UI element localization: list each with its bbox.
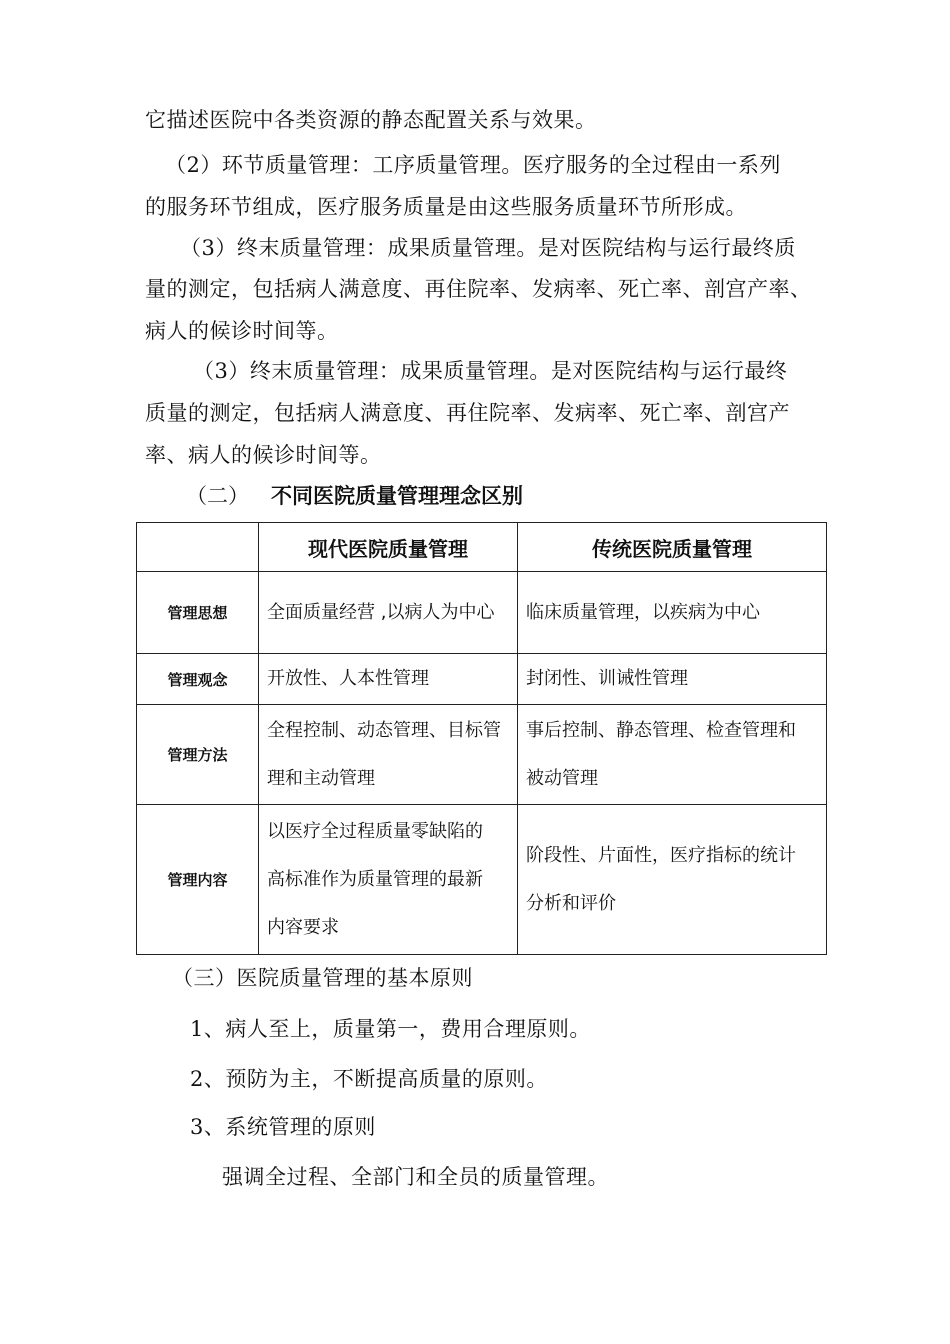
paragraph-line: 率、病人的候诊时间等。 bbox=[145, 443, 382, 467]
modern-cell bbox=[259, 654, 518, 705]
paragraph-line: 病人的候诊时间等。 bbox=[145, 319, 339, 343]
modern-cell bbox=[259, 705, 518, 805]
cell-line: 全程控制、动态管理、目标管 bbox=[267, 719, 501, 741]
row-label: 管理思想 bbox=[137, 572, 259, 654]
table-row bbox=[137, 572, 827, 654]
paragraph-line: 质量的测定，包括病人满意度、再住院率、发病率、死亡率、剖宫产 bbox=[145, 401, 790, 425]
principle-item: 3、系统管理的原则 bbox=[190, 1115, 376, 1139]
cell-line: 分析和评价 bbox=[526, 892, 616, 914]
table-header-row bbox=[137, 523, 827, 572]
principle-note: 强调全过程、全部门和全员的质量管理。 bbox=[222, 1165, 609, 1189]
modern-cell bbox=[259, 572, 518, 654]
section-three-heading: （三）医院质量管理的基本原则 bbox=[172, 966, 473, 990]
header-cell-traditional: 传统医院质量管理 bbox=[518, 523, 827, 572]
traditional-cell bbox=[518, 654, 827, 705]
table-row bbox=[137, 654, 827, 705]
modern-cell bbox=[259, 805, 518, 955]
section-number: （二） bbox=[186, 484, 249, 508]
section-title: 不同医院质量管理理念区别 bbox=[271, 484, 523, 508]
cell-line: 被动管理 bbox=[526, 767, 598, 789]
section-two-heading bbox=[186, 482, 523, 510]
row-label: 管理方法 bbox=[137, 705, 259, 805]
traditional-cell bbox=[518, 572, 827, 654]
cell-line: 全面质量经营 ,以病人为中心 bbox=[267, 601, 495, 623]
paragraph-line: （3）终末质量管理：成果质量管理。是对医院结构与运行最终质 bbox=[180, 236, 796, 260]
paragraph-line: 的服务环节组成，医疗服务质量是由这些服务质量环节所形成。 bbox=[145, 195, 747, 219]
row-label: 管理内容 bbox=[137, 805, 259, 955]
table-row bbox=[137, 805, 827, 955]
paragraph-line: （3）终末质量管理：成果质量管理。是对医院结构与运行最终 bbox=[193, 359, 788, 383]
header-cell-modern: 现代医院质量管理 bbox=[259, 523, 518, 572]
comparison-table bbox=[136, 522, 827, 955]
paragraph-line: （2）环节质量管理：工序质量管理。医疗服务的全过程由一系列 bbox=[165, 153, 781, 177]
principle-item: 1、病人至上，质量第一，费用合理原则。 bbox=[190, 1017, 591, 1041]
cell-line: 阶段性、片面性，医疗指标的统计 bbox=[526, 844, 796, 866]
cell-line: 高标准作为质量管理的最新 bbox=[267, 868, 483, 890]
traditional-cell bbox=[518, 705, 827, 805]
cell-line: 事后控制、静态管理、检查管理和 bbox=[526, 719, 796, 741]
header-cell-blank bbox=[137, 523, 259, 572]
paragraph-line: 量的测定，包括病人满意度、再住院率、发病率、死亡率、剖宫产率、 bbox=[145, 277, 812, 301]
principle-item: 2、预防为主，不断提高质量的原则。 bbox=[190, 1067, 548, 1091]
paragraph-line: 它描述医院中各类资源的静态配置关系与效果。 bbox=[145, 108, 597, 132]
row-label: 管理观念 bbox=[137, 654, 259, 705]
cell-line: 理和主动管理 bbox=[267, 767, 375, 789]
cell-line: 封闭性、训诫性管理 bbox=[526, 668, 688, 689]
traditional-cell bbox=[518, 805, 827, 955]
table-row bbox=[137, 705, 827, 805]
cell-line: 临床质量管理，以疾病为中心 bbox=[526, 601, 760, 623]
cell-line: 开放性、人本性管理 bbox=[267, 668, 429, 689]
cell-line: 以医疗全过程质量零缺陷的 bbox=[267, 820, 483, 842]
cell-line: 内容要求 bbox=[267, 916, 339, 938]
